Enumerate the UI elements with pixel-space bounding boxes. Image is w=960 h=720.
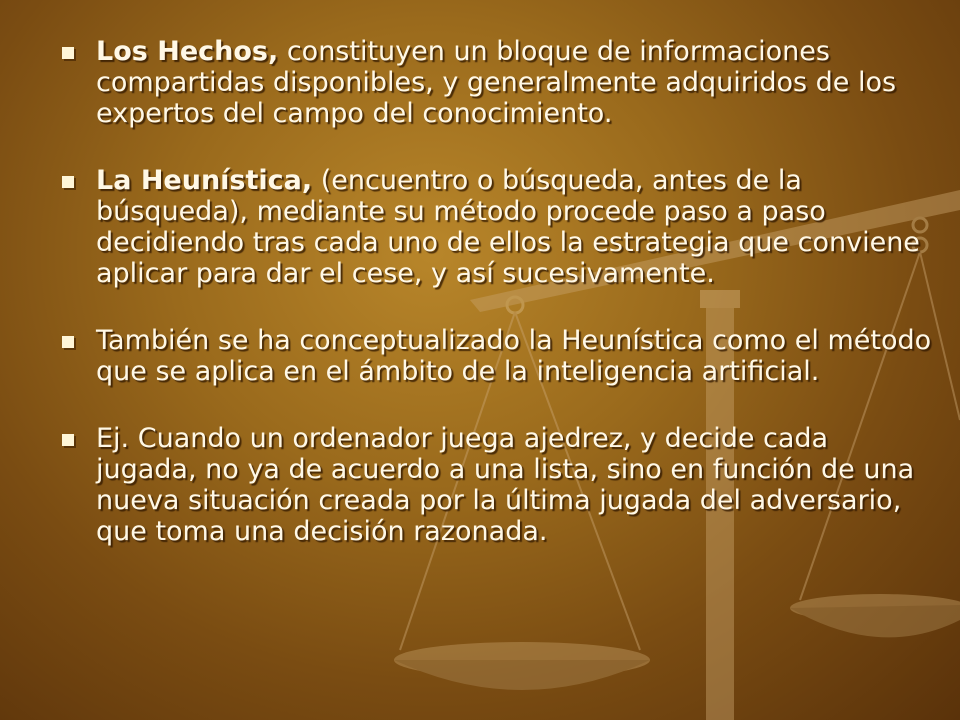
square-bullet-icon bbox=[62, 47, 74, 59]
bullet-text: Ej. Cuando un ordenador juega ajedrez, y decide cada jugada, no ya de acuerdo a una lista, sino en función de una nueva situación creada por la última jugada del adversario, que toma una decisión razonada. bbox=[96, 423, 915, 547]
square-bullet-icon bbox=[62, 176, 74, 188]
square-bullet-icon bbox=[62, 336, 74, 348]
bullet-text: Los Hechos, constituyen un bloque de informaciones compartidas disponibles, y generalmente adquiridos de los expertos del campo del conocimiento. bbox=[96, 36, 897, 129]
bullet-text: La Heunística, (encuentro o búsqueda, antes de la búsqueda), mediante su método procede paso a paso decidiendo tras cada uno de ellos la estrategia que conviene aplicar para dar el cese, y así sucesivamente. bbox=[96, 165, 920, 289]
bullet-item-conceptualizado bbox=[56, 325, 936, 387]
slide-body bbox=[56, 36, 936, 583]
bullet-text: También se ha conceptualizado la Heunística como el método que se aplica en el ámbito de la inteligencia artificial. bbox=[96, 325, 932, 387]
square-bullet-icon bbox=[62, 434, 74, 446]
bullet-item-hechos bbox=[56, 36, 936, 129]
bullet-item-heunistica bbox=[56, 165, 936, 289]
bullet-item-ejemplo bbox=[56, 423, 936, 547]
